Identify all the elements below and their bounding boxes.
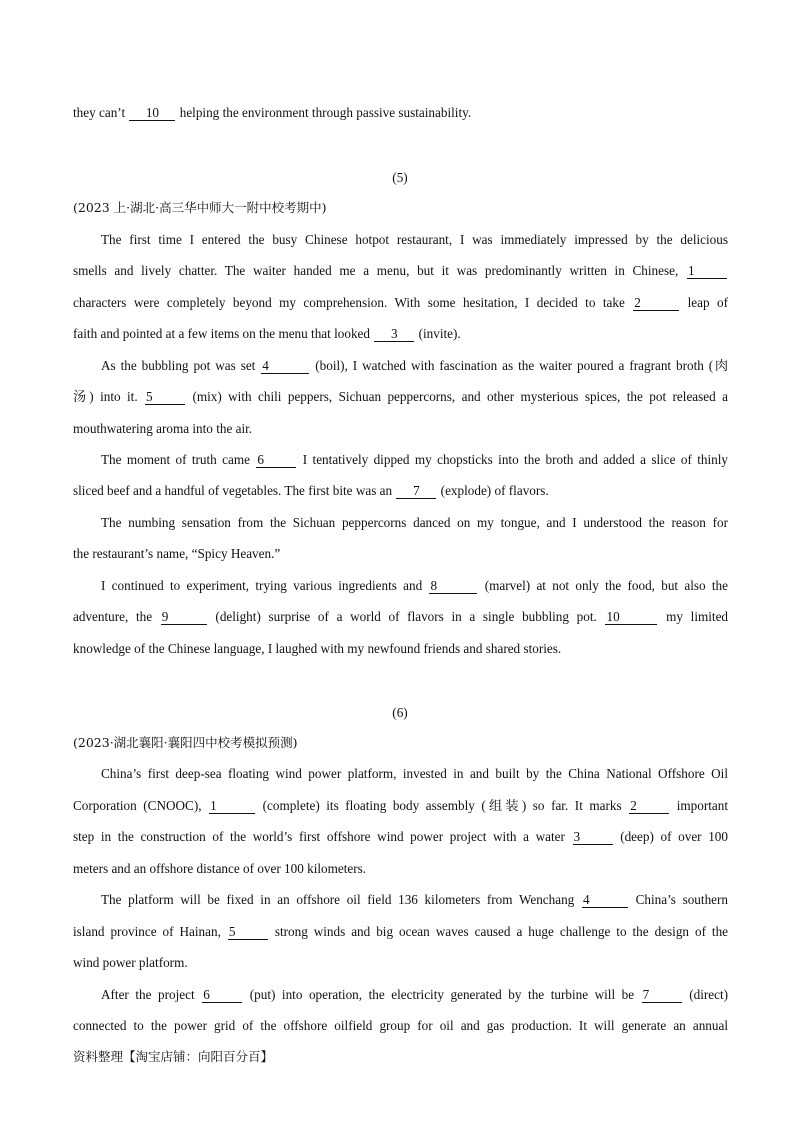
blank-6: 6	[202, 988, 242, 1003]
blank-3: 3	[374, 327, 414, 342]
blank-5: 5	[228, 925, 268, 940]
blank-7: 7	[396, 484, 436, 499]
blank-9: 9	[161, 610, 207, 625]
blank-1: 1	[209, 799, 255, 814]
blank-10: 10	[129, 106, 175, 121]
blank-10b: 10	[605, 610, 657, 625]
s6-line-7: wind power platform.	[73, 955, 188, 970]
s5-line-5: As the bubbling pot was set 4 (boil), I watched with fascination as the waiter poured a fragrant broth (肉	[101, 358, 729, 373]
s5-line-6: 汤) into it. 5 (mix) with chili peppers, Sichuan peppercorns, and other mysterious spices, the pot released a	[73, 389, 728, 404]
blank-3: 3	[573, 830, 613, 845]
section-5-number: (5)	[392, 170, 408, 185]
blank-5: 5	[145, 390, 185, 405]
carryover-line: they can’t 10 helping the environment through passive sustainability.	[73, 105, 472, 120]
blank-2: 2	[633, 296, 679, 311]
s6-line-5: The platform will be fixed in an offshore oil field 136 kilometers from Wenchang 4 China’s southern	[101, 892, 729, 907]
s6-line-4: meters and an offshore distance of over 100 kilometers.	[73, 861, 367, 876]
s6-line-9: connected to the power grid of the offshore oilfield group for oil and gas production. It will generate an annual	[73, 1018, 728, 1033]
s6-line-8: After the project 6 (put) into operation, the electricity generated by the turbine will be 7 (direct)	[101, 987, 729, 1002]
s5-line-1: The first time I entered the busy Chinese hotpot restaurant, I was immediately impressed by the delicious	[101, 232, 728, 247]
s5-line-4: faith and pointed at a few items on the menu that looked 3 (invite).	[73, 326, 461, 341]
s6-line-1: China’s first deep-sea floating wind power platform, invested in and built by the China National Offshore Oil	[101, 766, 728, 781]
blank-2: 2	[629, 799, 669, 814]
blank-4: 4	[582, 893, 628, 908]
s5-line-10: The numbing sensation from the Sichuan peppercorns danced on my tongue, and I understood the reason for	[101, 515, 728, 530]
s5-line-7: mouthwatering aroma into the air.	[73, 421, 253, 436]
s5-line-13: adventure, the 9 (delight) surprise of a world of flavors in a single bubbling pot. 10 my limited	[73, 609, 729, 624]
s6-line-6: island province of Hainan, 5 strong winds and big ocean waves caused a huge challenge to the design of the	[73, 924, 729, 939]
s5-line-11: the restaurant’s name, “Spicy Heaven.”	[73, 546, 281, 561]
s5-line-3: characters were completely beyond my comprehension. With some hesitation, I decided to take 2 leap of	[73, 295, 729, 310]
s5-line-9: sliced beef and a handful of vegetables. The first bite was an 7 (explode) of flavors.	[73, 483, 549, 498]
page-footer: 资料整理【淘宝店铺：向阳百分百】	[73, 1049, 274, 1064]
s5-line-2: smells and lively chatter. The waiter handed me a menu, but it was predominantly written in Chinese, 1	[73, 262, 728, 280]
blank-1: 1	[687, 264, 727, 279]
s5-line-14: knowledge of the Chinese language, I laughed with my newfound friends and shared stories.	[73, 641, 562, 656]
blank-7: 7	[642, 988, 682, 1003]
s6-line-3: step in the construction of the world’s first offshore wind power project with a water 3 (deep) of over 100	[73, 829, 728, 844]
s5-line-12: I continued to experiment, trying various ingredients and 8 (marvel) at not only the food, but also the	[101, 578, 729, 593]
blank-6: 6	[256, 453, 296, 468]
s6-line-2: Corporation (CNOOC), 1 (complete) its floating body assembly (组装) so far. It marks 2 important	[73, 798, 729, 813]
blank-8: 8	[429, 579, 477, 594]
section-6-number: (6)	[392, 705, 408, 720]
section-5-source: (2023 上·湖北·高三华中师大一附中校考期中)	[73, 200, 327, 215]
blank-4: 4	[261, 359, 309, 374]
s5-line-8: The moment of truth came 6 I tentatively dipped my chopsticks into the broth and added a slice of thinly	[101, 452, 729, 467]
section-6-source: (2023·湖北襄阳·襄阳四中校考模拟预测)	[73, 735, 298, 750]
